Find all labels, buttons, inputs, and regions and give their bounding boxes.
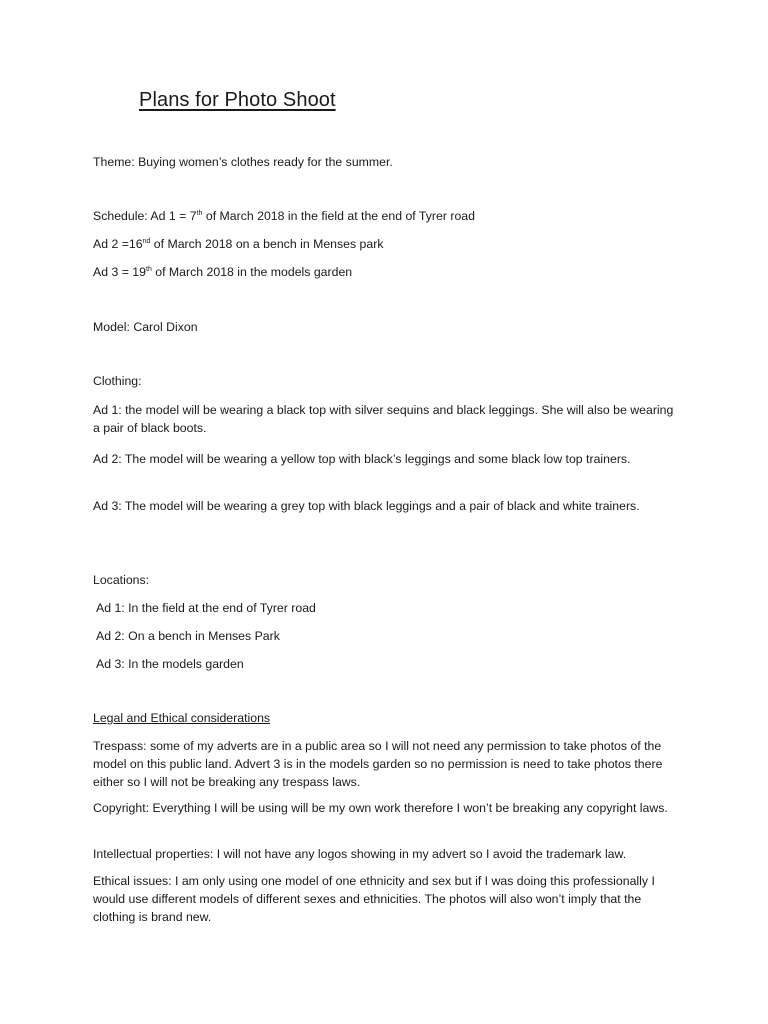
schedule-ad2-ordinal: nd (142, 238, 151, 245)
schedule-ad1-suffix: of March 2018 in the field at the end of Tyrer road (202, 209, 475, 223)
legal-heading: Legal and Ethical considerations (93, 711, 271, 725)
legal-trespass: Trespass: some of my adverts are in a public area so I will not need any permission to take photos of the model on this public land. Advert 3 is in the models garden so no permission is need to take photos there either so I will not be breaking any trespass laws. (93, 739, 663, 789)
location-ad1: Ad 1: In the field at the end of Tyrer road (96, 601, 316, 615)
clothing-heading: Clothing: (93, 374, 142, 388)
model-line: Model: Carol Dixon (93, 320, 198, 334)
location-ad2: Ad 2: On a bench in Menses Park (96, 629, 280, 643)
schedule-ad3-line (93, 264, 352, 281)
schedule-ad3-ordinal: th (146, 266, 152, 273)
schedule-ad2-line (93, 236, 383, 253)
locations-heading: Locations: (93, 573, 150, 587)
theme-line: Theme: Buying women’s clothes ready for the summer. (93, 155, 393, 169)
document-title: Plans for Photo Shoot (139, 89, 336, 111)
schedule-ad3-suffix: of March 2018 in the models garden (151, 265, 353, 279)
schedule-ad2-prefix: Ad 2 =16 (93, 237, 143, 251)
schedule-ad1-prefix: Schedule: Ad 1 = 7 (93, 209, 197, 223)
legal-ethical: Ethical issues: I am only using one model of one ethnicity and sex but if I was doing this professionally I would use different models of different sexes and ethnicities. The photos will also won’t imply that the clothing is brand new. (93, 874, 655, 924)
legal-copyright: Copyright: Everything I will be using will be my own work therefore I won’t be breaking any copyright laws. (93, 801, 668, 815)
clothing-ad2: Ad 2: The model will be wearing a yellow top with black’s leggings and some black low top trainers. (93, 452, 631, 466)
schedule-ad1-line (93, 208, 475, 225)
schedule-ad1-ordinal: th (196, 210, 203, 217)
clothing-ad3: Ad 3: The model will be wearing a grey top with black leggings and a pair of black and white trainers. (93, 499, 640, 513)
legal-intellectual-property: Intellectual properties: I will not have any logos showing in my advert so I avoid the trademark law. (93, 847, 627, 861)
schedule-ad2-suffix: of March 2018 on a bench in Menses park (150, 237, 384, 251)
schedule-ad3-prefix: Ad 3 = 19 (93, 265, 146, 279)
location-ad3: Ad 3: In the models garden (96, 657, 244, 671)
clothing-ad1: Ad 1: the model will be wearing a black top with silver sequins and black leggings. She will also be wearing a pair of black boots. (93, 403, 674, 435)
